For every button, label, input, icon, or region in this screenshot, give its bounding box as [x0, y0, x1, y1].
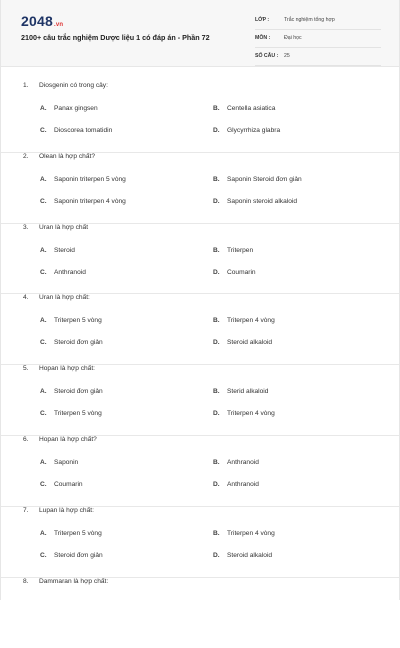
option-text: Steroid — [54, 246, 75, 254]
option-letter: A. — [40, 246, 47, 254]
site-logo[interactable] — [21, 13, 63, 29]
meta-row-class — [255, 14, 381, 30]
question-number: 7. — [23, 506, 29, 514]
question-text — [23, 82, 108, 89]
option-b[interactable] — [213, 317, 275, 324]
option-d[interactable] — [213, 481, 259, 488]
meta-value: Trắc nghiệm tổng hợp — [284, 17, 335, 23]
option-text: Anthranoid — [54, 268, 86, 276]
question-item — [1, 436, 399, 507]
meta-label: LỚP : — [255, 17, 270, 23]
option-text: Steroid đơn giản — [54, 388, 103, 396]
option-text: Centella asiatica — [227, 105, 276, 112]
option-a[interactable] — [40, 459, 78, 466]
question-prompt: Uran là hợp chất: — [39, 294, 90, 302]
option-c[interactable] — [40, 127, 112, 134]
option-letter: B. — [213, 175, 220, 183]
option-b[interactable] — [213, 247, 253, 254]
question-number: 3. — [23, 223, 29, 231]
question-text — [23, 294, 90, 301]
question-item — [1, 365, 399, 436]
option-text: Coumarin — [227, 268, 256, 276]
option-letter: A. — [40, 388, 47, 396]
option-text: Triterpen 4 vòng — [227, 410, 275, 418]
option-letter: B. — [213, 105, 220, 112]
option-text: Anthranoid — [227, 458, 259, 466]
option-letter: D. — [213, 197, 220, 205]
option-text: Triterpen 4 vòng — [227, 317, 275, 325]
option-a[interactable] — [40, 388, 103, 395]
question-text — [23, 153, 95, 160]
option-d[interactable] — [213, 410, 275, 417]
option-c[interactable] — [40, 339, 103, 346]
option-a[interactable] — [40, 530, 102, 537]
option-text: Saponin Steroid đơn giản — [227, 175, 302, 183]
option-c[interactable] — [40, 410, 102, 417]
question-number: 4. — [23, 294, 29, 302]
option-text: Saponin triterpen 5 vòng — [54, 175, 126, 183]
option-c[interactable] — [40, 269, 86, 276]
option-text: Sterid alkaloid — [227, 388, 269, 396]
question-item — [1, 153, 399, 224]
option-letter: B. — [213, 529, 220, 537]
question-prompt: Uran là hợp chất — [39, 223, 89, 231]
question-list — [1, 67, 399, 648]
question-item — [1, 294, 399, 365]
option-text: Saponin — [54, 458, 79, 466]
question-text — [23, 224, 88, 231]
option-a[interactable] — [40, 247, 75, 254]
option-c[interactable] — [40, 198, 126, 205]
option-letter: D. — [213, 127, 220, 134]
meta-row-count — [255, 50, 381, 66]
option-d[interactable] — [213, 127, 280, 134]
question-item — [1, 224, 399, 295]
option-letter: B. — [213, 317, 220, 325]
question-number: 1. — [23, 82, 29, 89]
option-c[interactable] — [40, 552, 103, 559]
option-letter: C. — [40, 410, 47, 418]
question-text — [23, 365, 95, 372]
option-text: Glycyrrhiza glabra — [227, 127, 281, 134]
option-text: Steroid đơn giản — [54, 551, 103, 559]
option-d[interactable] — [213, 552, 272, 559]
question-prompt: Lupan là hợp chất: — [39, 506, 94, 514]
option-letter: D. — [213, 480, 220, 488]
option-text: Steroid alkaloid — [227, 339, 273, 347]
option-text: Triterpen 5 vòng — [54, 317, 102, 325]
option-text: Saponin triterpen 4 vòng — [54, 197, 126, 205]
question-number: 5. — [23, 365, 29, 373]
option-d[interactable] — [213, 339, 272, 346]
option-b[interactable] — [213, 459, 259, 466]
option-text: Triterpen — [227, 246, 254, 254]
question-number: 8. — [23, 577, 29, 585]
option-text: Steroid alkaloid — [227, 551, 273, 559]
question-number: 2. — [23, 152, 29, 160]
option-letter: A. — [40, 458, 47, 466]
meta-info — [255, 14, 381, 68]
page-header — [1, 0, 399, 67]
question-prompt: Diosgenin có trong cây: — [39, 82, 108, 89]
question-prompt: Dammaran là hợp chất: — [39, 577, 109, 585]
option-letter: B. — [213, 458, 220, 466]
question-text — [23, 578, 108, 585]
question-prompt: Hopan là hợp chất: — [39, 365, 96, 373]
question-text — [23, 507, 94, 514]
option-text: Triterpen 5 vòng — [54, 410, 102, 418]
option-letter: C. — [40, 127, 47, 134]
option-text: Anthranoid — [227, 480, 259, 488]
meta-label: MÔN : — [255, 35, 271, 41]
option-c[interactable] — [40, 481, 83, 488]
option-letter: C. — [40, 551, 47, 559]
question-number: 6. — [23, 435, 29, 443]
option-letter: A. — [40, 529, 47, 537]
option-letter: B. — [213, 246, 220, 254]
option-text: Saponin steroid alkaloid — [227, 197, 298, 205]
question-text — [23, 436, 97, 443]
meta-value: Đại học — [284, 35, 302, 41]
meta-row-subject — [255, 32, 381, 48]
option-letter: D. — [213, 551, 220, 559]
option-letter: D. — [213, 410, 220, 418]
option-letter: C. — [40, 268, 47, 276]
option-letter: C. — [40, 480, 47, 488]
option-letter: A. — [40, 175, 47, 183]
option-text: Panax gingsen — [54, 105, 98, 112]
option-a[interactable] — [40, 105, 98, 112]
option-letter: A. — [40, 105, 47, 112]
option-a[interactable] — [40, 317, 102, 324]
option-a[interactable] — [40, 176, 126, 183]
page-title: 2100+ câu trắc nghiệm Dược liệu 1 có đáp án - Phần 72 — [21, 33, 210, 42]
option-text: Steroid đơn giản — [54, 339, 103, 347]
option-b[interactable] — [213, 530, 275, 537]
option-b[interactable] — [213, 105, 275, 112]
option-letter: C. — [40, 197, 47, 205]
option-d[interactable] — [213, 198, 297, 205]
option-text: Triterpen 5 vòng — [54, 529, 102, 537]
question-item — [1, 82, 399, 153]
meta-label: SỐ CÂU : — [255, 53, 279, 59]
question-item — [1, 507, 399, 578]
option-letter: D. — [213, 268, 220, 276]
option-d[interactable] — [213, 269, 256, 276]
option-letter: C. — [40, 339, 47, 347]
option-text: Triterpen 4 vòng — [227, 529, 275, 537]
option-b[interactable] — [213, 176, 302, 183]
question-prompt: Hopan là hợp chất? — [39, 435, 97, 443]
logo-text: 2048 — [21, 13, 53, 29]
option-letter: A. — [40, 317, 47, 325]
option-letter: D. — [213, 339, 220, 347]
question-prompt: Olean là hợp chất? — [39, 152, 96, 160]
meta-value: 25 — [284, 53, 290, 59]
option-letter: B. — [213, 388, 220, 396]
option-b[interactable] — [213, 388, 268, 395]
option-text: Dioscorea tomatidin — [54, 127, 113, 134]
option-text: Coumarin — [54, 480, 83, 488]
question-item — [1, 578, 399, 648]
logo-suffix: .vn — [53, 22, 64, 28]
